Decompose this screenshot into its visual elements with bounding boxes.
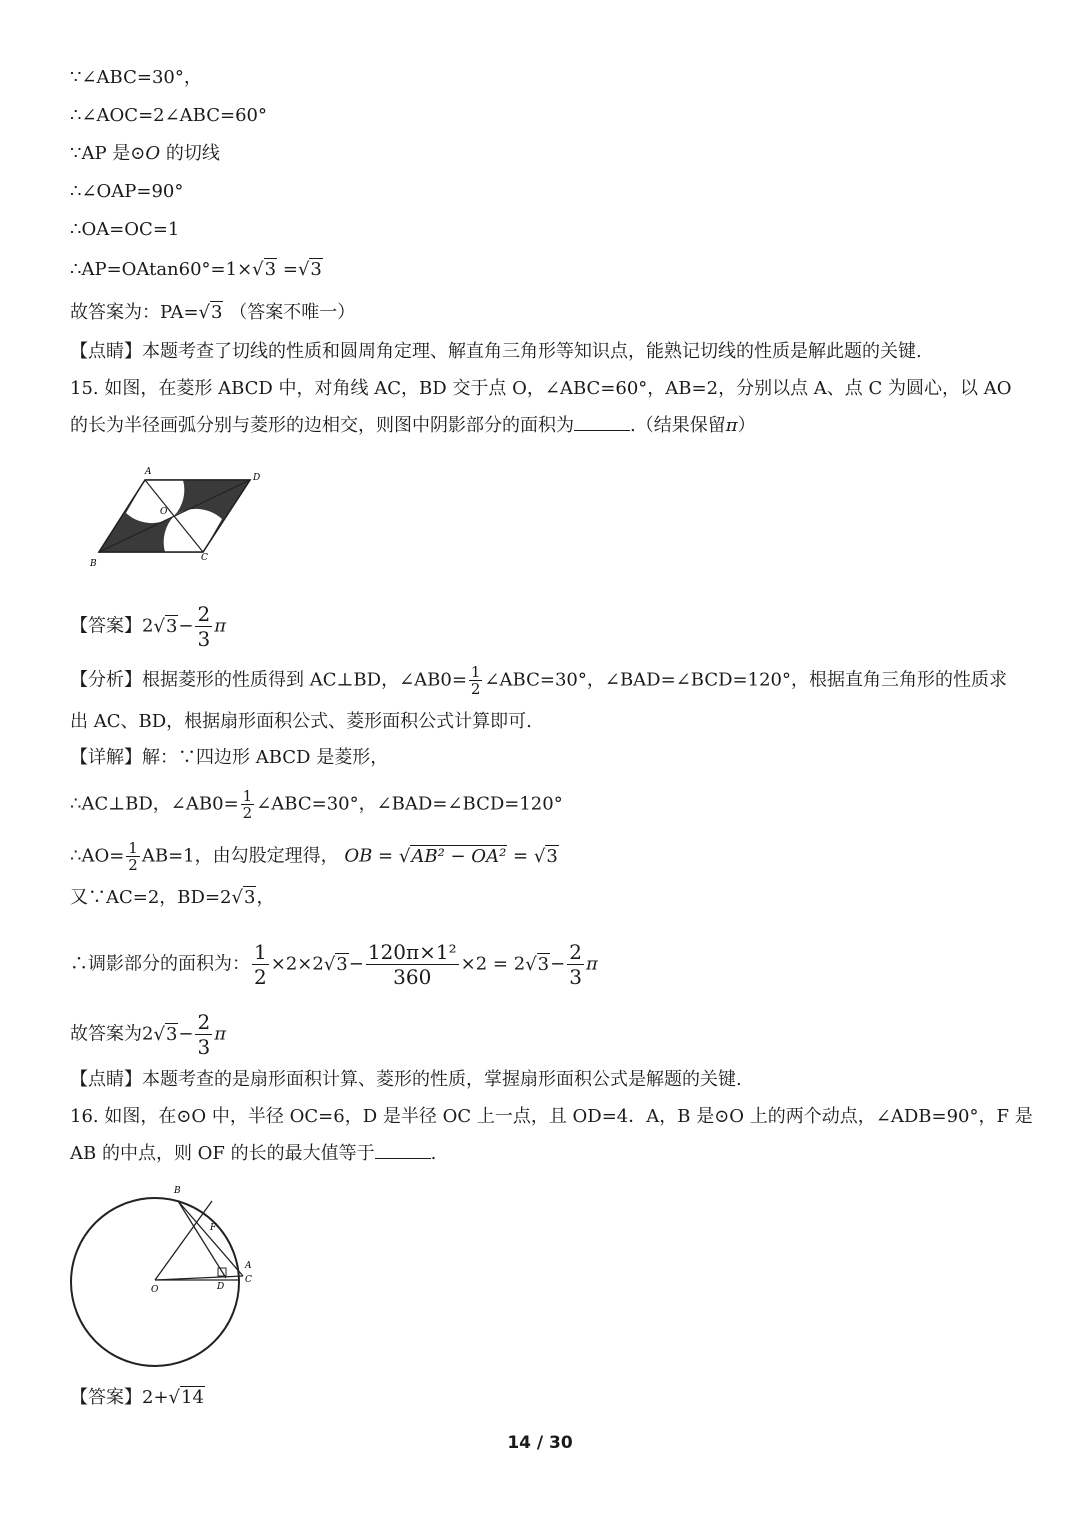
label-b: B	[90, 559, 97, 569]
sqrt: √AB² − OA²	[398, 845, 507, 867]
page-number: 14 / 30	[507, 1433, 573, 1453]
rhombus-figure	[85, 462, 270, 572]
line-comment-14: 【点睛】本题考查了切线的性质和圆周角定理、解直角三角形等知识点，能熟记切线的性质是解此题的关键.	[70, 341, 922, 362]
line-tangent: ∵AP 是⊙O 的切线	[70, 143, 220, 164]
fraction: $\frac{1}{2}$	[470, 663, 481, 698]
label-f: F	[210, 1223, 217, 1233]
sqrt: √3	[533, 845, 558, 867]
sqrt: √3	[198, 302, 223, 323]
line-aoc: ∴∠AOC=2∠ABC=60°	[70, 105, 267, 126]
label-a: A	[145, 467, 152, 477]
question-16-line1: 16. 如图，在⊙O 中，半径 OC=6，D 是半径 OC 上一点，且 OD=4．A，B 是⊙O 上的两个动点，∠ADB=90°，F 是	[70, 1106, 1033, 1127]
sqrt: √3	[153, 1023, 178, 1045]
detail-line5: ∴调影部分的面积为： $\frac{1}{2}$ ×2×2√3− $\frac{\text{120π×1²}}{360}$ ×2 = 2√3− $\frac{2}{3}$ π	[70, 940, 598, 989]
sqrt: √3	[252, 259, 277, 280]
label-o: O	[160, 507, 168, 517]
question-16-line2: AB 的中点，则 OF 的长的最大值等于 .	[70, 1143, 437, 1164]
question-15-line2: 的长为半径画弧分别与菱形的边相交，则图中阴影部分的面积为 .（结果保留π）	[70, 415, 756, 436]
answer-15: 【答案】2√3− $\frac{2}{3}$ π	[70, 602, 227, 651]
question-15-line1: 15. 如图，在菱形 ABCD 中，对角线 AC，BD 交于点 O，∠ABC=60°，AB=2，分别以点 A、点 C 为圆心，以 AO	[70, 378, 1012, 399]
analysis-line2: 出 AC、BD，根据扇形面积公式、菱形面积公式计算即可.	[70, 711, 532, 732]
fraction: $\frac{1}{2}$	[254, 940, 267, 989]
line-answer-pa: 故答案为：PA=√3 （答案不唯一）	[70, 302, 356, 323]
label-c: C	[245, 1275, 252, 1285]
line-oap: ∴∠OAP=90°	[70, 181, 184, 202]
detail-line1: 【详解】解：∵四边形 ABCD 是菱形，	[70, 747, 389, 768]
answer-blank	[375, 1158, 431, 1159]
label-c: C	[201, 553, 208, 563]
fraction: $\frac{\text{120π×1²}}{360}$	[367, 940, 457, 989]
answer-blank	[574, 430, 630, 431]
label-o: O	[151, 1285, 159, 1295]
line-given-abc: ∵∠ABC=30°，	[70, 67, 202, 88]
fraction: $\frac{2}{3}$	[197, 602, 211, 651]
line-ap-value: ∴AP=OAtan60°=1×√3 =√3	[70, 259, 322, 280]
analysis-line1: 【分析】根据菱形的性质得到 AC⊥BD，∠AB0= $\frac{1}{2}$ ∠ABC=30°，∠BAD=∠BCD=120°，根据直角三角形的性质求	[70, 663, 1007, 698]
label-a: A	[245, 1261, 252, 1271]
fraction: $\frac{2}{3}$	[197, 1010, 211, 1059]
sqrt: √3	[231, 887, 256, 908]
sqrt: √3	[153, 615, 178, 637]
sqrt: √14	[168, 1387, 204, 1408]
detail-line4: 又∵AC=2，BD=2√3，	[70, 887, 275, 908]
segment-ab	[178, 1201, 243, 1276]
final-answer-15: 故答案为2√3− $\frac{2}{3}$ π	[70, 1010, 227, 1059]
detail-line2: ∴AC⊥BD，∠AB0= $\frac{1}{2}$ ∠ABC=30°，∠BAD=∠BCD=120°	[70, 787, 563, 822]
detail-line3: ∴AO= $\frac{1}{2}$ AB=1，由勾股定理得， OB = √AB² − OA² = √3	[70, 839, 558, 874]
label-d: D	[217, 1282, 225, 1292]
sqrt: √3	[323, 953, 348, 975]
sqrt: √3	[525, 953, 550, 975]
answer-16: 【答案】2+√14	[70, 1387, 204, 1408]
segment-ob	[155, 1201, 212, 1280]
fraction: $\frac{2}{3}$	[569, 940, 582, 989]
sqrt: √3	[297, 259, 322, 280]
line-oa-oc: ∴OA=OC=1	[70, 219, 180, 240]
label-b: B	[174, 1186, 181, 1196]
circle-figure	[60, 1180, 270, 1380]
comment-15: 【点睛】本题考查的是扇形面积计算、菱形的性质，掌握扇形面积公式是解题的关键.	[70, 1069, 742, 1090]
fraction: $\frac{1}{2}$	[128, 839, 138, 874]
label-d: D	[253, 473, 261, 483]
fraction: $\frac{1}{2}$	[242, 787, 253, 822]
